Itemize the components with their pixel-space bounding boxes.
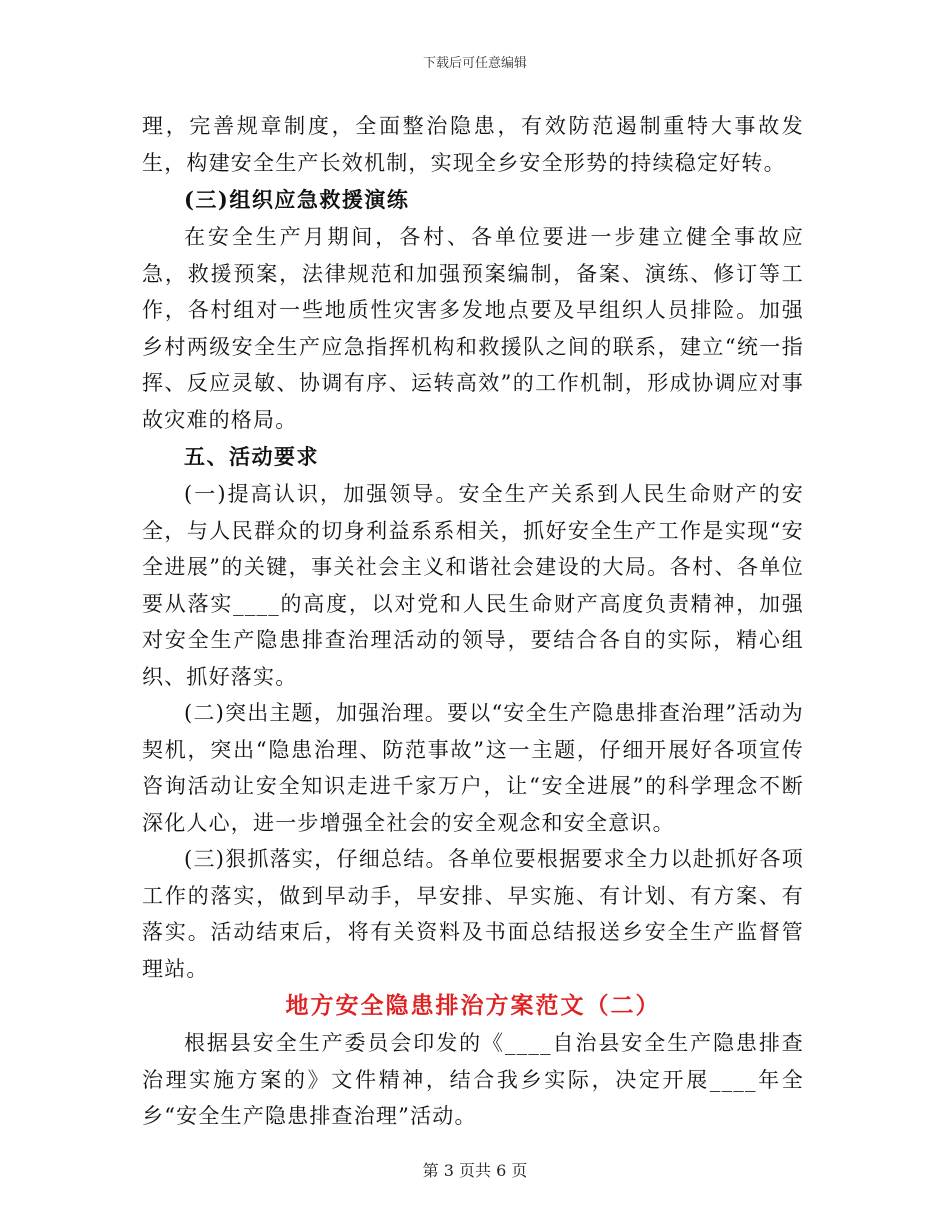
- document-body: [142, 108, 804, 1135]
- paragraph-requirement-3: (三)狠抓落实，仔细总结。各单位要根据要求全力以赴抓好各项工作的落实，做到早动手，早安排、早实施、有计划、有方案、有落实。活动结束后，将有关资料及书面总结报送乡安全生产监督管理站。: [142, 847, 804, 981]
- page-header: 下载后可任意编辑: [422, 56, 527, 71]
- paragraph-requirement-1: (一)提高认识，加强领导。安全生产关系到人民生命财产的安全，与人民群众的切身利益系系相关，抓好安全生产工作是实现“安全进展”的关键，事关社会主义和谐社会建设的大局。各村、各单位要从落实____的高度，以对党和人民生命财产高度负责精神，加强对安全生产隐患排查治理活动的领导，要结合各自的实际，精心组织、抓好落实。: [142, 482, 804, 689]
- paragraph-requirement-2: (二)突出主题，加强治理。要以“安全生产隐患排查治理”活动为契机，突出“隐患治理、防范事故”这一主题，仔细开展好各项宣传咨询活动让安全知识走进千家万户，让“安全进展”的科学理念不断深化人心，进一步增强全社会的安全观念和安全意识。: [142, 701, 804, 835]
- paragraph-continued: 理，完善规章制度，全面整治隐患，有效防范遏制重特大事故发生，构建安全生产长效机制，实现全乡安全形势的持续稳定好转。: [142, 114, 804, 175]
- section-title: 地方安全隐患排治方案范文（二）: [285, 992, 661, 1019]
- paragraph-intro: 根据县安全生产委员会印发的《____自治县安全生产隐患排查治理实施方案的》文件精神，结合我乡实际，决定开展____年全乡“安全生产隐患排查治理”活动。: [142, 1031, 804, 1128]
- paragraph-emergency: 在安全生产月期间，各村、各单位要进一步建立健全事故应急，救援预案，法律规范和加强预案编制，备案、演练、修订等工作，各村组对一些地质性灾害多发地点要及早组织人员排险。加强乡村两级安全生产应急指挥机构和救援队之间的联系，建立“统一指挥、反应灵敏、协调有序、运转高效”的工作机制，形成协调应对事故灾难的格局。: [142, 225, 804, 432]
- page-footer: 第 3 页共 6 页: [422, 1161, 528, 1180]
- heading-activity-requirements: 五、活动要求: [184, 444, 319, 469]
- subheading-emergency-drill: (三)组织应急救援演练: [184, 187, 410, 212]
